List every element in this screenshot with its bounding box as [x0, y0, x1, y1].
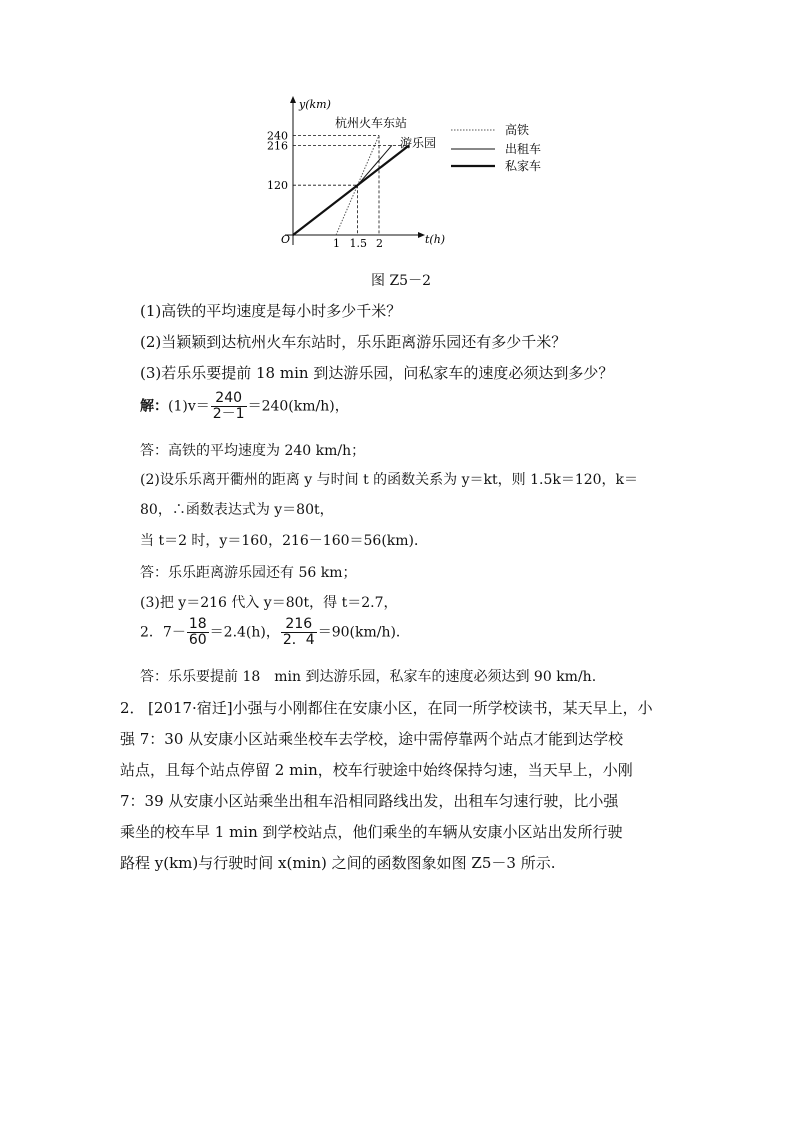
x-tick-label-1.5: 1.5 [349, 237, 367, 250]
fraction-time: $\frac{18}{60}$ [188, 616, 207, 648]
problem-2-line-4: 7：39 从安康小区站乘坐出租车沿相同路线出发，出租车匀速行驶，比小强 [120, 792, 619, 810]
question-3: (3)若乐乐要提前 18 min 到达游乐园，问私家车的速度必须达到多少？ [140, 364, 614, 382]
distance-time-chart [255, 90, 565, 260]
series-line-3 [293, 145, 409, 235]
question-2: (2)当颖颖到达杭州火车东站时，乐乐距离游乐园还有多少千米？ [140, 333, 567, 351]
solution-line-2: (2)设乐乐离开衢州的距离 y 与时间 t 的函数关系为 y＝kt，则 1.5k＝120，k＝ [140, 472, 639, 488]
y-axis-label: y(km) [299, 98, 331, 111]
answer-3: 答：乐乐要提前 18 min 到达游乐园，私家车的速度必须达到 90 km/h. [140, 669, 597, 685]
solution-line-6: 2．7－ $\frac{18}{60}$ ＝2.4(h)， $\frac{216}{2.4}$ ＝90(km/h)． [140, 616, 410, 648]
figure-caption: 图 Z5－2 [371, 273, 431, 289]
problem-2-line-3: 站点，且每个站点停留 2 min，校车行驶途中始终保持匀速，当天早上，小刚 [120, 761, 633, 779]
x-axis-label: t(h) [425, 233, 446, 246]
legend-label-1: 高铁 [505, 123, 530, 137]
fraction-speed: $\frac{240}{2-1}$ [212, 390, 245, 422]
x-axis-arrow [418, 232, 425, 238]
solution-line-4: 当 t＝2 时，y＝160，216－160＝56(km)． [140, 533, 429, 549]
answer-1: 答：高铁的平均速度为 240 km/h； [140, 443, 366, 459]
answer-2: 答：乐乐距离游乐园还有 56 km； [140, 565, 357, 581]
problem-2-line-2: 强 7：30 从安康小区站乘坐校车去学校，途中需停靠两个站点才能到达学校 [120, 730, 624, 748]
origin-label: O [281, 233, 291, 246]
problem-2-line-1: [2017·宿迁]小强与小刚都住在安康小区，在同一所学校读书，某天早上，小 [148, 699, 653, 717]
y-tick-label-120: 120 [267, 179, 288, 193]
solution-label: 解： [140, 398, 168, 415]
problem-2-number: 2． [120, 699, 145, 717]
solution-line-1: 解：(1)v＝ $\frac{240}{2-1}$ ＝240(km/h)， [140, 390, 349, 422]
solution-line-3: 80，∴函数表达式为 y＝80t， [140, 502, 334, 518]
series-line-2 [358, 145, 392, 185]
y-tick-label-216: 216 [267, 139, 288, 153]
legend-label-3: 私家车 [505, 159, 542, 173]
annotation-park: 游乐园 [400, 136, 437, 150]
y-tick-label-240: 240 [267, 129, 288, 143]
legend-label-2: 出租车 [505, 142, 542, 156]
question-1: (1)高铁的平均速度是每小时多少千米？ [140, 302, 402, 320]
y-axis-arrow [290, 96, 296, 103]
annotation-station: 杭州火车东站 [335, 116, 408, 130]
fraction-speed-2: $\frac{216}{2.4}$ [282, 616, 315, 648]
solution-line-5: (3)把 y＝216 代入 y＝80t，得 t＝2.7， [140, 595, 398, 611]
x-tick-label-1: 1 [333, 237, 340, 250]
problem-2-line-5: 乘坐的校车早 1 min 到学校站点，他们乘坐的车辆从安康小区站出发所行驶 [120, 823, 623, 841]
problem-2-line-6: 路程 y(km)与行驶时间 x(min) 之间的函数图象如图 Z5－3 所示. [120, 854, 556, 872]
x-tick-label-2: 2 [376, 237, 383, 250]
